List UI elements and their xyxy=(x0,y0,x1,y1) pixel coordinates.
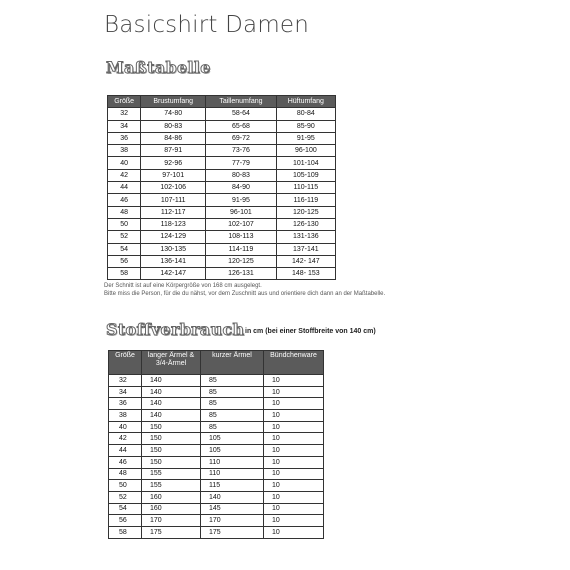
long-sleeve-cell: 150 xyxy=(142,421,201,433)
table-row xyxy=(109,515,324,527)
hip-cell: 137-141 xyxy=(276,243,335,255)
ribbing-cell: 10 xyxy=(264,526,324,538)
waist-cell: 84-90 xyxy=(206,182,277,194)
fabric-width-note: in cm (bei einer Stoffbreite von 140 cm) xyxy=(245,328,376,335)
size-cell: 52 xyxy=(108,231,141,243)
table-row xyxy=(109,398,324,410)
hip-cell: 91-95 xyxy=(276,132,335,144)
size-cell: 48 xyxy=(108,206,141,218)
bust-cell: 107-111 xyxy=(141,194,206,206)
short-sleeve-cell: 105 xyxy=(201,445,264,457)
table-row xyxy=(109,375,324,387)
note-measure-advice: Bitte miss die Person, für die du nähst, vor dem Zuschnitt aus und orientiere dich dann an der Maßtabelle. xyxy=(104,291,386,297)
waist-cell: 73-76 xyxy=(206,145,277,157)
size-cell: 36 xyxy=(108,132,141,144)
hip-cell: 148- 153 xyxy=(276,268,335,280)
page-title: Basicshirt Damen xyxy=(104,12,310,38)
short-sleeve-cell: 85 xyxy=(201,421,264,433)
hip-cell: 105-109 xyxy=(276,169,335,181)
waist-cell: 102-107 xyxy=(206,218,277,230)
bust-cell: 92-96 xyxy=(141,157,206,169)
waist-cell: 58-64 xyxy=(206,108,277,120)
size-cell: 34 xyxy=(108,120,141,132)
size-cell: 34 xyxy=(109,386,142,398)
table-row xyxy=(108,157,336,169)
ribbing-cell: 10 xyxy=(264,410,324,422)
column-header-size: Größe xyxy=(109,351,142,375)
ribbing-cell: 10 xyxy=(264,386,324,398)
long-sleeve-cell: 140 xyxy=(142,386,201,398)
hip-cell: 101-104 xyxy=(276,157,335,169)
size-cell: 54 xyxy=(109,503,142,515)
size-cell: 38 xyxy=(108,145,141,157)
ribbing-cell: 10 xyxy=(264,468,324,480)
bust-cell: 112-117 xyxy=(141,206,206,218)
column-header-bust: Brustumfang xyxy=(141,96,206,108)
table-row xyxy=(109,526,324,538)
short-sleeve-cell: 85 xyxy=(201,410,264,422)
long-sleeve-cell: 175 xyxy=(142,526,201,538)
size-cell: 40 xyxy=(109,421,142,433)
size-chart-table xyxy=(107,95,336,280)
waist-cell: 80-83 xyxy=(206,169,277,181)
long-sleeve-cell: 155 xyxy=(142,480,201,492)
hip-cell: 120-125 xyxy=(276,206,335,218)
size-cell: 54 xyxy=(108,243,141,255)
hip-cell: 116-119 xyxy=(276,194,335,206)
waist-cell: 126-131 xyxy=(206,268,277,280)
hip-cell: 131-136 xyxy=(276,231,335,243)
size-cell: 32 xyxy=(108,108,141,120)
table-row xyxy=(108,255,336,267)
short-sleeve-cell: 140 xyxy=(201,491,264,503)
bust-cell: 118-123 xyxy=(141,218,206,230)
waist-cell: 91-95 xyxy=(206,194,277,206)
ribbing-cell: 10 xyxy=(264,491,324,503)
table-row xyxy=(108,268,336,280)
size-chart-body xyxy=(108,108,336,280)
short-sleeve-cell: 105 xyxy=(201,433,264,445)
table-row xyxy=(108,231,336,243)
table-row xyxy=(108,132,336,144)
ribbing-cell: 10 xyxy=(264,445,324,457)
table-row xyxy=(109,445,324,457)
ribbing-cell: 10 xyxy=(264,480,324,492)
size-chart-heading: Maßtabelle xyxy=(106,58,211,77)
size-chart-header-row xyxy=(108,96,336,108)
size-cell: 42 xyxy=(109,433,142,445)
size-cell: 50 xyxy=(108,218,141,230)
table-row xyxy=(109,433,324,445)
table-row xyxy=(108,108,336,120)
bust-cell: 102-106 xyxy=(141,182,206,194)
waist-cell: 120-125 xyxy=(206,255,277,267)
long-sleeve-cell: 140 xyxy=(142,410,201,422)
size-cell: 46 xyxy=(109,456,142,468)
long-sleeve-cell: 155 xyxy=(142,468,201,480)
size-cell: 36 xyxy=(109,398,142,410)
size-cell: 56 xyxy=(109,515,142,527)
long-sleeve-cell: 150 xyxy=(142,433,201,445)
ribbing-cell: 10 xyxy=(264,515,324,527)
table-row xyxy=(109,480,324,492)
bust-cell: 84-86 xyxy=(141,132,206,144)
short-sleeve-cell: 85 xyxy=(201,375,264,387)
size-cell: 50 xyxy=(109,480,142,492)
table-row xyxy=(108,243,336,255)
size-cell: 46 xyxy=(108,194,141,206)
column-header-waist: Taillenumfang xyxy=(206,96,277,108)
long-sleeve-cell: 160 xyxy=(142,503,201,515)
waist-cell: 108-113 xyxy=(206,231,277,243)
size-cell: 56 xyxy=(108,255,141,267)
table-row xyxy=(109,421,324,433)
long-sleeve-cell: 140 xyxy=(142,375,201,387)
size-cell: 44 xyxy=(108,182,141,194)
table-row xyxy=(108,169,336,181)
fabric-usage-table xyxy=(108,350,324,539)
waist-cell: 77-79 xyxy=(206,157,277,169)
waist-cell: 114-119 xyxy=(206,243,277,255)
short-sleeve-cell: 110 xyxy=(201,456,264,468)
long-sleeve-cell: 160 xyxy=(142,491,201,503)
bust-cell: 97-101 xyxy=(141,169,206,181)
size-cell: 42 xyxy=(108,169,141,181)
bust-cell: 80-83 xyxy=(141,120,206,132)
table-row xyxy=(108,218,336,230)
hip-cell: 126-130 xyxy=(276,218,335,230)
size-cell: 58 xyxy=(108,268,141,280)
waist-cell: 65-68 xyxy=(206,120,277,132)
table-row xyxy=(108,194,336,206)
table-row xyxy=(108,206,336,218)
long-sleeve-cell: 150 xyxy=(142,456,201,468)
column-header-size: Größe xyxy=(108,96,141,108)
bust-cell: 74-80 xyxy=(141,108,206,120)
size-cell: 38 xyxy=(109,410,142,422)
waist-cell: 69-72 xyxy=(206,132,277,144)
table-row xyxy=(109,386,324,398)
bust-cell: 136-141 xyxy=(141,255,206,267)
size-cell: 58 xyxy=(109,526,142,538)
size-cell: 48 xyxy=(109,468,142,480)
table-row xyxy=(108,182,336,194)
fabric-usage-body xyxy=(109,375,324,539)
column-header-hip: Hüftumfang xyxy=(276,96,335,108)
short-sleeve-cell: 115 xyxy=(201,480,264,492)
ribbing-cell: 10 xyxy=(264,503,324,515)
table-row xyxy=(109,468,324,480)
column-header-long-sleeve: langer Ärmel & 3/4-Ärmel xyxy=(142,351,201,375)
waist-cell: 96-101 xyxy=(206,206,277,218)
table-row xyxy=(109,503,324,515)
bust-cell: 130-135 xyxy=(141,243,206,255)
note-body-height: Der Schnitt ist auf eine Körpergröße von 168 cm ausgelegt. xyxy=(104,283,262,289)
long-sleeve-cell: 140 xyxy=(142,398,201,410)
fabric-usage-heading: Stoffverbrauch xyxy=(106,320,245,339)
short-sleeve-cell: 145 xyxy=(201,503,264,515)
ribbing-cell: 10 xyxy=(264,398,324,410)
ribbing-cell: 10 xyxy=(264,456,324,468)
fabric-usage-header-row xyxy=(109,351,324,375)
size-cell: 32 xyxy=(109,375,142,387)
size-cell: 40 xyxy=(108,157,141,169)
short-sleeve-cell: 170 xyxy=(201,515,264,527)
hip-cell: 80-84 xyxy=(276,108,335,120)
bust-cell: 124-129 xyxy=(141,231,206,243)
short-sleeve-cell: 175 xyxy=(201,526,264,538)
hip-cell: 142- 147 xyxy=(276,255,335,267)
measurement-note xyxy=(104,282,385,298)
short-sleeve-cell: 85 xyxy=(201,398,264,410)
bust-cell: 87-91 xyxy=(141,145,206,157)
ribbing-cell: 10 xyxy=(264,433,324,445)
table-row xyxy=(108,120,336,132)
size-cell: 52 xyxy=(109,491,142,503)
ribbing-cell: 10 xyxy=(264,375,324,387)
hip-cell: 96-100 xyxy=(276,145,335,157)
table-row xyxy=(109,491,324,503)
ribbing-cell: 10 xyxy=(264,421,324,433)
long-sleeve-cell: 170 xyxy=(142,515,201,527)
hip-cell: 110-115 xyxy=(276,182,335,194)
column-header-ribbing: Bündchenware xyxy=(264,351,324,375)
column-header-short-sleeve: kurzer Ärmel xyxy=(201,351,264,375)
short-sleeve-cell: 85 xyxy=(201,386,264,398)
table-row xyxy=(109,456,324,468)
long-sleeve-cell: 150 xyxy=(142,445,201,457)
hip-cell: 85-90 xyxy=(276,120,335,132)
bust-cell: 142-147 xyxy=(141,268,206,280)
table-row xyxy=(108,145,336,157)
table-row xyxy=(109,410,324,422)
short-sleeve-cell: 110 xyxy=(201,468,264,480)
size-cell: 44 xyxy=(109,445,142,457)
